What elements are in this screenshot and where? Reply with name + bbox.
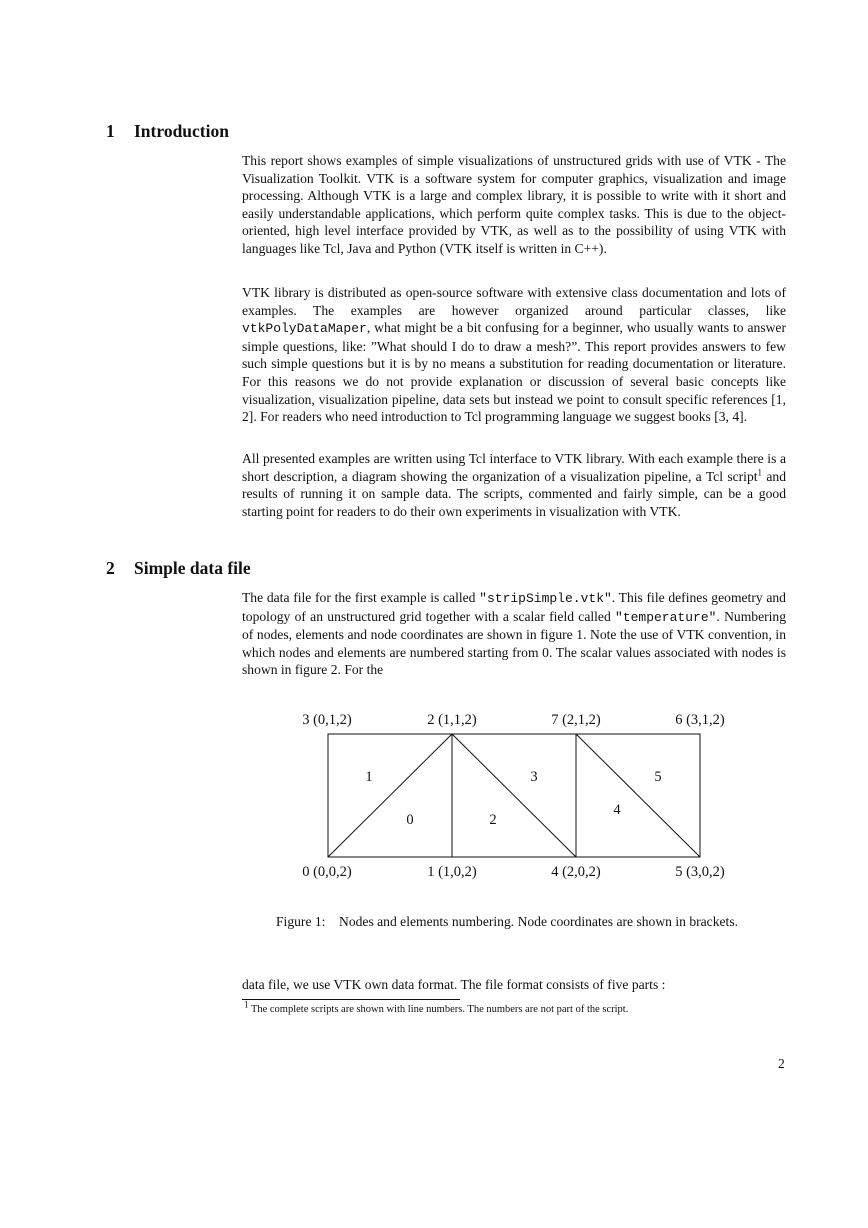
text-run: VTK library is distributed as open-source software with extensive class documentation and lots of examples. The examples are however organized around particular classes, like <box>242 285 786 318</box>
footnote-mark: 1 <box>244 999 249 1010</box>
node-label-4: 4 (2,0,2) <box>551 864 601 880</box>
footnote-text: The complete scripts are shown with line numbers. The numbers are not part of the script. <box>250 1004 629 1015</box>
node-label-3: 3 (0,1,2) <box>302 712 352 728</box>
text-run: and results of running it on sample data. The scripts, commented and fairly simple, can be a good starting point for readers to do their own experiments in visualization with VTK. <box>242 468 786 519</box>
text-run: All presented examples are written using Tcl interface to VTK library. With each example there is a short description, a diagram showing the organization of a visualization pipeline, a Tcl script <box>242 451 786 484</box>
element-label-1: 1 <box>365 769 373 785</box>
node-label-2: 2 (1,1,2) <box>427 712 477 728</box>
footnote-rule <box>242 999 460 1000</box>
node-label-1: 1 (1,0,2) <box>427 864 477 880</box>
section-heading-introduction <box>106 121 229 142</box>
section-heading-simple-data-file <box>106 558 251 579</box>
filename-code: "stripSimple.vtk" <box>479 591 612 606</box>
intro-paragraph-1: This report shows examples of simple visualizations of unstructured grids with use of VTK - The Visualization Toolkit. VTK is a software system for computer graphics, visualization and image processing. Although VTK is a large and complex library, it is possible to write with it short and easily understandable applications, which perform quite complex tasks. This is due to the object-oriented, high level interface provided by VTK, as well as to the possibility of using VTK with languages like Tcl, Java and Python (VTK itself is written in C++). <box>242 153 786 256</box>
text-run: , what might be a bit confusing for a beginner, who usually wants to answer simple questions, like: ”What should I do to draw a mesh?”. This report provides answers to few such simple questions but it is by no means a substitution for reading documentation or literature. For this reasons we do not provide explanation or discussion of several basic concepts like visualization, visualization pipeline, data sets but instead we point to consult specific references [1, 2]. For readers who need introduction to Tcl programming language we suggest books [3, 4]. <box>242 320 786 425</box>
intro-paragraph-2 <box>242 284 786 426</box>
section-title: Simple data file <box>134 558 251 578</box>
footnote <box>244 999 804 1016</box>
figure-caption <box>276 913 756 931</box>
node-label-5: 5 (3,0,2) <box>675 864 725 880</box>
element-label-3: 3 <box>530 769 538 785</box>
text-run: The data file for the first example is called <box>242 590 480 605</box>
element-label-4: 4 <box>613 802 621 818</box>
page-number: 2 <box>778 1056 785 1071</box>
mesh-diagram <box>290 705 750 890</box>
mesh-diagonal <box>328 734 452 857</box>
intro-paragraph-3 <box>242 450 786 520</box>
node-label-6: 6 (3,1,2) <box>675 712 725 728</box>
text-run: . Numbering of nodes, elements and node coordinates are shown in figure 1. Note the use of VTK convention, in which nodes and elements are numbered starting from 0. The scalar values associated with nodes is shown in figure 2. For the <box>242 608 786 678</box>
caption-text: Nodes and elements numbering. Node coordinates are shown in brackets. <box>339 914 739 929</box>
element-label-2: 2 <box>489 812 497 828</box>
section2-paragraph-1 <box>242 589 786 679</box>
footnote-reference: 1 <box>757 467 763 478</box>
mesh-diagonal <box>452 734 576 857</box>
text-run: . This file defines geometry and topology of an unstructured grid together with a scalar field called <box>242 590 786 624</box>
section2-paragraph-2: data file, we use VTK own data format. The file format consists of five parts : <box>242 977 666 992</box>
element-label-0: 0 <box>406 812 414 828</box>
class-name-code: vtkPolyDataMaper <box>242 321 367 337</box>
section-number: 2 <box>106 558 115 578</box>
node-label-0: 0 (0,0,2) <box>302 864 352 880</box>
field-name-code: "temperature" <box>615 609 717 625</box>
mesh-diagonal <box>576 734 700 857</box>
section-title: Introduction <box>134 121 229 141</box>
caption-label: Figure 1: <box>276 914 326 929</box>
node-label-7: 7 (2,1,2) <box>551 712 601 728</box>
section-number: 1 <box>106 121 115 141</box>
element-label-5: 5 <box>654 769 662 785</box>
